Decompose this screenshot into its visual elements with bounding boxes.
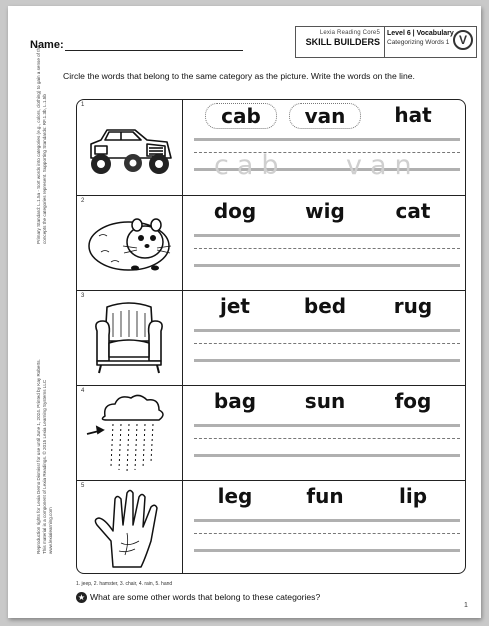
- topic-line: Categorizing Words 1: [387, 39, 450, 46]
- sidebar-standards: Primary Standard: L.1.5a - Sort words into categories (e.g., colors, clothing) to gain a sense of the concepts the categories represent. Supporting Standards: RF.1.3b, L.1.5b: [36, 45, 47, 244]
- exercise-row-2: [77, 195, 465, 290]
- exercise-row-1: [77, 100, 465, 195]
- word-option[interactable]: leg: [217, 484, 253, 508]
- brand-title: SKILL BUILDERS: [305, 37, 380, 47]
- picture-cell: [77, 481, 183, 574]
- exercise-panel: [76, 99, 466, 574]
- word-option[interactable]: cat: [395, 199, 431, 223]
- row-number: 2: [81, 198, 85, 204]
- word-option[interactable]: bed: [303, 294, 347, 318]
- picture-cell: [77, 100, 183, 195]
- row-number: 3: [81, 293, 85, 299]
- hand-icon: [77, 481, 183, 574]
- hamster-icon: [77, 196, 183, 291]
- row-number: 4: [81, 388, 85, 394]
- page-number: 1: [464, 602, 468, 609]
- traced-word: cab: [214, 150, 287, 181]
- word-option[interactable]: wig: [305, 199, 345, 223]
- word-option[interactable]: bag: [213, 389, 257, 413]
- sidebar-copyright: Reproduction rights for Lexia Demo Dismiss! for use until June 1, 2024. Printed by Kay Roberts. This material is a component of Lexia Readings. © 2015 Lexia Learning Systems LLC www.lexialearning.com: [36, 359, 53, 554]
- name-line[interactable]: [65, 50, 243, 51]
- worksheet-page: [8, 6, 481, 618]
- answer-key: 1. jeep, 2. hamster, 3. chair, 4. rain, 5. hand: [76, 581, 173, 587]
- row-number: 5: [81, 483, 85, 489]
- name-label: Name:: [30, 39, 64, 51]
- word-option[interactable]: hat: [394, 103, 432, 127]
- jeep-icon: [77, 100, 183, 195]
- star-icon: ★: [77, 593, 86, 603]
- rain-cloud-icon: [77, 386, 183, 481]
- exercise-row-5: [77, 480, 465, 574]
- word-option[interactable]: fog: [394, 389, 432, 413]
- word-option[interactable]: sun: [304, 389, 346, 413]
- picture-cell: [77, 196, 183, 290]
- extra-question: [76, 592, 320, 603]
- traced-word: van: [346, 150, 420, 181]
- picture-cell: [77, 386, 183, 480]
- level-line: Level 6 | Vocabulary: [387, 30, 454, 37]
- word-option[interactable]: van: [289, 103, 361, 129]
- row-number: 1: [81, 102, 85, 108]
- extra-question-text: What are some other words that belong to these categories?: [90, 592, 321, 602]
- exercise-row-3: [77, 290, 465, 385]
- instructions: Circle the words that belong to the same category as the picture. Write the words on the line.: [63, 71, 415, 81]
- vocabulary-badge-icon: V: [453, 30, 473, 50]
- word-option[interactable]: jet: [220, 294, 250, 318]
- brand-box: [295, 26, 477, 58]
- word-option[interactable]: lip: [398, 484, 428, 508]
- word-option[interactable]: rug: [393, 294, 433, 318]
- armchair-icon: [77, 291, 183, 386]
- word-option[interactable]: fun: [306, 484, 344, 508]
- exercise-row-4: [77, 385, 465, 480]
- word-option[interactable]: cab: [205, 103, 277, 129]
- brand-small: Lexia Reading Core5: [319, 30, 380, 36]
- picture-cell: [77, 291, 183, 385]
- brand-divider: [384, 27, 385, 57]
- word-option[interactable]: dog: [213, 199, 257, 223]
